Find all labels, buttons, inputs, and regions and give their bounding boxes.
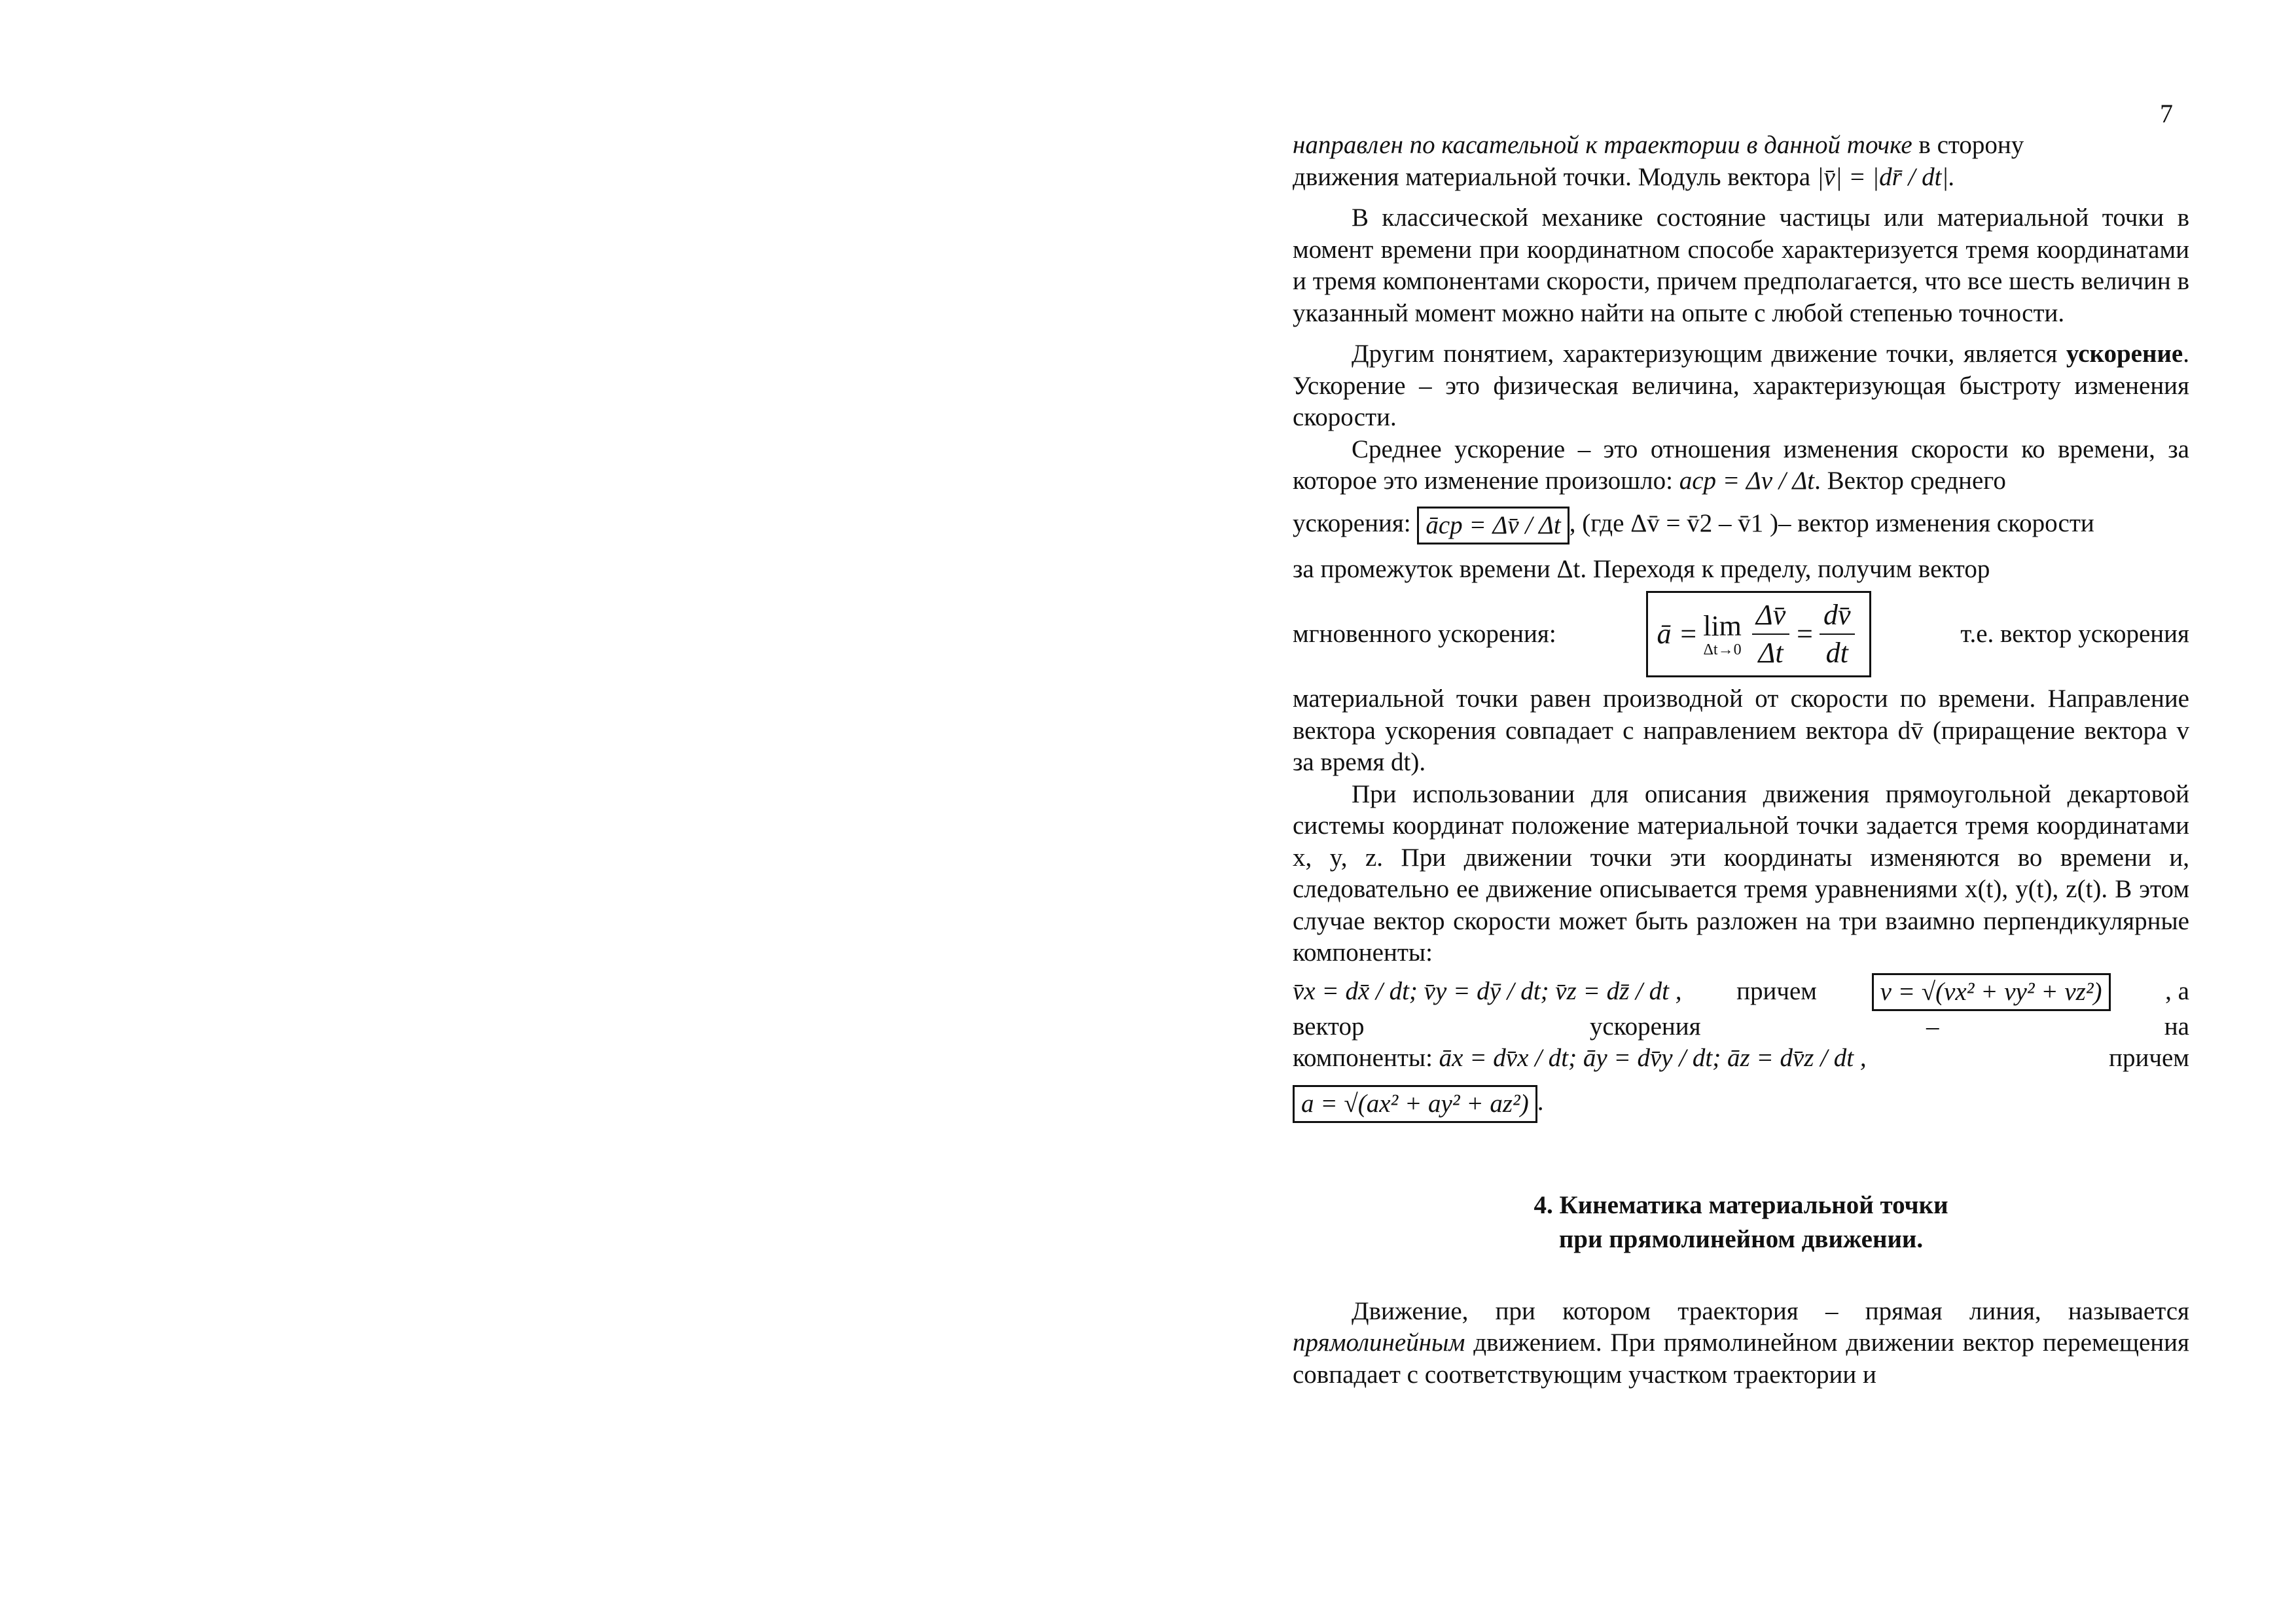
velocity-components-row xyxy=(1293,973,2189,1011)
word: вектор xyxy=(1293,1012,1365,1041)
word: – xyxy=(1926,1012,1939,1041)
vector-acceleration-line xyxy=(1293,507,2189,544)
fraction-denominator: dt xyxy=(1825,637,1848,669)
text-fragment: в сторону xyxy=(1912,131,2024,159)
word: на xyxy=(2164,1012,2189,1041)
equals-sign: = xyxy=(1795,617,1814,650)
text-fragment: компоненты: xyxy=(1293,1044,1433,1072)
paragraph-acceleration xyxy=(1293,338,2189,434)
fraction-numerator: dv̄ xyxy=(1820,597,1855,635)
text-fragment: причем xyxy=(2109,1044,2189,1072)
instant-acceleration-row xyxy=(1293,585,2189,683)
text-fragment: движения материальной точки. Модуль вектора xyxy=(1293,162,1811,191)
text-fragment: ускорения: xyxy=(1293,508,1411,537)
velocity-components-formula: v̄x = dx̄ / dt; v̄y = dȳ / dt; v̄z = dz̄ / dt , xyxy=(1293,977,1682,1006)
text-fragment: движением. При прямолинейном движении вектор перемещения совпадает с соответствующим участком траектории и xyxy=(1293,1329,2189,1389)
heading-line-2: при прямолинейном движении. xyxy=(1558,1224,1924,1253)
boxed-formula-mean-vector: āср = Δv̄ / Δt xyxy=(1417,507,1569,544)
heading-line-1: 4. Кинематика материальной точки xyxy=(1534,1190,1948,1219)
text-fragment: Другим понятием, характеризующим движение точки, является xyxy=(1352,340,2066,368)
modulus-line xyxy=(1293,162,2189,194)
page-number: 7 xyxy=(2160,99,2173,128)
fraction-numerator: Δv̄ xyxy=(1752,597,1789,635)
section-heading xyxy=(1293,1188,2189,1257)
fraction-denominator: Δt xyxy=(1758,637,1784,669)
italic-phrase: направлен по касательной к траектории в данной точке xyxy=(1293,131,1912,159)
text-fragment: причем xyxy=(1736,977,1817,1006)
word: ускорения xyxy=(1589,1012,1701,1041)
vector-acceleration-spread-line xyxy=(1293,1011,2189,1043)
paragraph-cartesian: При использовании для описания движения прямоугольной декартовой системы координат положение материальной точки задается тремя координатами x, y, z. При движении точки эти координаты изменяются во времени и, следовательно ее движение описывается тремя уравнениями x(t), y(t), z(t). В этом случае вектор скорости может быть разложен на три взаимно перпендикулярные компоненты: xyxy=(1293,779,2189,967)
acceleration-components-formula: āx = dv̄x / dt; āy = dv̄y / dt; āz = dv̄z / dt , xyxy=(1439,1044,1867,1072)
mean-acceleration-formula: aср = Δv / Δt xyxy=(1679,467,1815,495)
boxed-formula-velocity-modulus: v = √(vx² + vy² + vz²) xyxy=(1872,973,2111,1011)
text-fragment: , а xyxy=(2165,977,2189,1006)
text-fragment: . Вектор среднего xyxy=(1814,467,2006,495)
velocity-modulus-formula: |v̄| = |dr̄ / dt|. xyxy=(1816,162,1955,191)
fraction-derivative xyxy=(1820,597,1855,671)
italic-term: прямолинейным xyxy=(1293,1329,1465,1357)
bold-term: ускорение xyxy=(2066,340,2183,368)
fraction-delta xyxy=(1752,597,1789,671)
interval-line: за промежуток времени Δt. Переходя к пределу, получим вектор xyxy=(1293,554,1990,583)
lim-word: lim xyxy=(1703,609,1742,642)
paragraph-mean-acceleration xyxy=(1293,434,2189,497)
acceleration-components-row xyxy=(1293,1043,2189,1075)
acceleration-components xyxy=(1293,1043,1867,1075)
text-fragment: Движение, при котором траектория – прямая линия, называется xyxy=(1352,1296,2189,1325)
acceleration-modulus-line: a = √(ax² + ay² + az²) . xyxy=(1293,1085,2189,1123)
text-fragment: . Ускорение – это физическая величина, характеризующая быстроту изменения скорости. xyxy=(1293,340,2189,431)
paragraph-classic: В классической механике состояние частицы или материальной точки в момент времени при координатном способе характеризуется тремя координатами и тремя компонентами скорости, причем предполагается, что все шесть величин в указанный момент можно найти на опыте с любой степенью точности. xyxy=(1293,204,2189,327)
text-fragment: , (где Δv̄ = v̄2 – v̄1 )– вектор изменения скорости xyxy=(1569,508,2094,537)
lim-subscript: Δt→0 xyxy=(1703,641,1742,659)
boxed-formula-acceleration-modulus: a = √(ax² + ay² + az²) xyxy=(1293,1085,1537,1123)
instant-label: мгновенного ускорения: xyxy=(1293,619,1556,648)
instant-tail: т.е. вектор ускорения xyxy=(1960,619,2189,648)
paragraph-continuation xyxy=(1293,130,2189,162)
boxed-formula-limit xyxy=(1646,591,1871,677)
limit-operator xyxy=(1703,611,1742,658)
text-fragment: Среднее ускорение – это отношения изменения скорости ко времени, за которое это изменение произошло: xyxy=(1293,435,2189,495)
formula-lhs: ā = xyxy=(1657,617,1698,650)
paragraph-straight-motion xyxy=(1293,1296,2189,1391)
paragraph-derivative: материальной точки равен производной от скорости по времени. Направление вектора ускорения совпадает с направлением вектора dv̄ (приращение вектора v за время dt). xyxy=(1293,685,2189,776)
page-content xyxy=(1293,130,2189,1391)
